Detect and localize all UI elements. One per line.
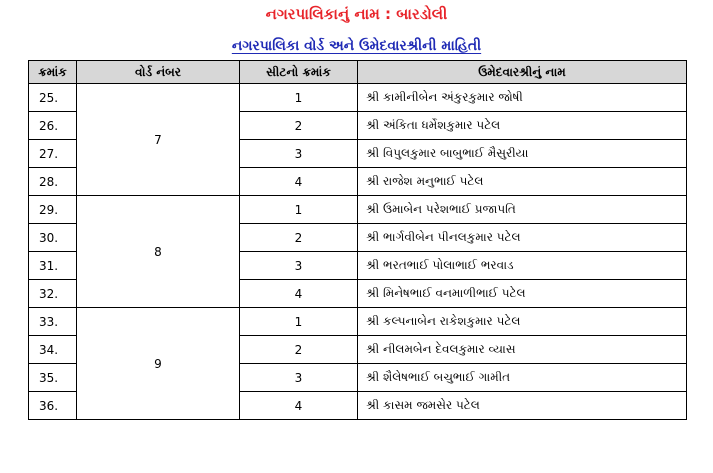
serial-number-cell: 28. [29, 168, 77, 196]
column-header-ward: વોર્ડ નંબર [77, 61, 240, 84]
page-title: નગરપાલિકાનું નામ : બારડોલી [265, 5, 448, 23]
seat-number-cell: 3 [240, 252, 358, 280]
seat-number-cell: 1 [240, 84, 358, 112]
seat-number-cell: 4 [240, 392, 358, 420]
table-header-row [29, 61, 687, 84]
candidate-name-cell: શ્રી કલ્પનાબેન રાકેશકુમાર પટેલ [358, 308, 687, 336]
seat-number-cell: 4 [240, 168, 358, 196]
candidates-table [28, 60, 687, 420]
serial-number-cell: 27. [29, 140, 77, 168]
candidate-name-cell: શ્રી નીલમબેન દેવલકુમાર વ્યાસ [358, 336, 687, 364]
page-subtitle [0, 36, 713, 56]
serial-number-cell: 34. [29, 336, 77, 364]
candidate-name-cell: શ્રી કાસમ જમસેર પટેલ [358, 392, 687, 420]
candidate-name-cell: શ્રી શૈલેષભાઈ બચુભાઈ ગામીત [358, 364, 687, 392]
seat-number-cell: 1 [240, 308, 358, 336]
candidate-name-cell: શ્રી મિનેષભાઈ વનમાળીભાઈ પટેલ [358, 280, 687, 308]
serial-number-cell: 29. [29, 196, 77, 224]
candidate-name-cell: શ્રી વિપુલકુમાર બાબુભાઈ મૈસુરીયા [358, 140, 687, 168]
serial-number-cell: 31. [29, 252, 77, 280]
seat-number-cell: 3 [240, 140, 358, 168]
candidate-name-cell: શ્રી ભાર્ગવીબેન પીનલકુમાર પટેલ [358, 224, 687, 252]
serial-number-cell: 30. [29, 224, 77, 252]
table-row [29, 308, 687, 336]
seat-number-cell: 2 [240, 112, 358, 140]
serial-number-cell: 33. [29, 308, 77, 336]
serial-number-cell: 36. [29, 392, 77, 420]
seat-number-cell: 1 [240, 196, 358, 224]
serial-number-cell: 35. [29, 364, 77, 392]
column-header-seat: સીટનો ક્રમાંક [240, 61, 358, 84]
serial-number-cell: 32. [29, 280, 77, 308]
candidate-name-cell: શ્રી ભરતભાઈ પોલાભાઈ ભરવાડ [358, 252, 687, 280]
serial-number-cell: 26. [29, 112, 77, 140]
seat-number-cell: 4 [240, 280, 358, 308]
column-header-serial: ક્રમાંક [29, 61, 77, 84]
candidate-name-cell: શ્રી રાજેશ મનુભાઈ પટેલ [358, 168, 687, 196]
seat-number-cell: 2 [240, 336, 358, 364]
serial-number-cell: 25. [29, 84, 77, 112]
candidate-name-cell: શ્રી ઉમાબેન પરેશભાઈ પ્રજાપતિ [358, 196, 687, 224]
ward-number-cell: 9 [77, 308, 240, 420]
seat-number-cell: 3 [240, 364, 358, 392]
subtitle-text: નગરપાલિકા વોર્ડ અને ઉમેદવારશ્રીની માહિતી [231, 38, 482, 54]
candidate-name-cell: શ્રી અંકિતા ધર્મેશકુમાર પટેલ [358, 112, 687, 140]
ward-number-cell: 7 [77, 84, 240, 196]
table-row [29, 84, 687, 112]
table-row [29, 196, 687, 224]
column-header-candidate: ઉમેદવારશ્રીનું નામ [358, 61, 687, 84]
ward-number-cell: 8 [77, 196, 240, 308]
seat-number-cell: 2 [240, 224, 358, 252]
candidate-name-cell: શ્રી કામીનીબેન અંકુરકુમાર જોષી [358, 84, 687, 112]
